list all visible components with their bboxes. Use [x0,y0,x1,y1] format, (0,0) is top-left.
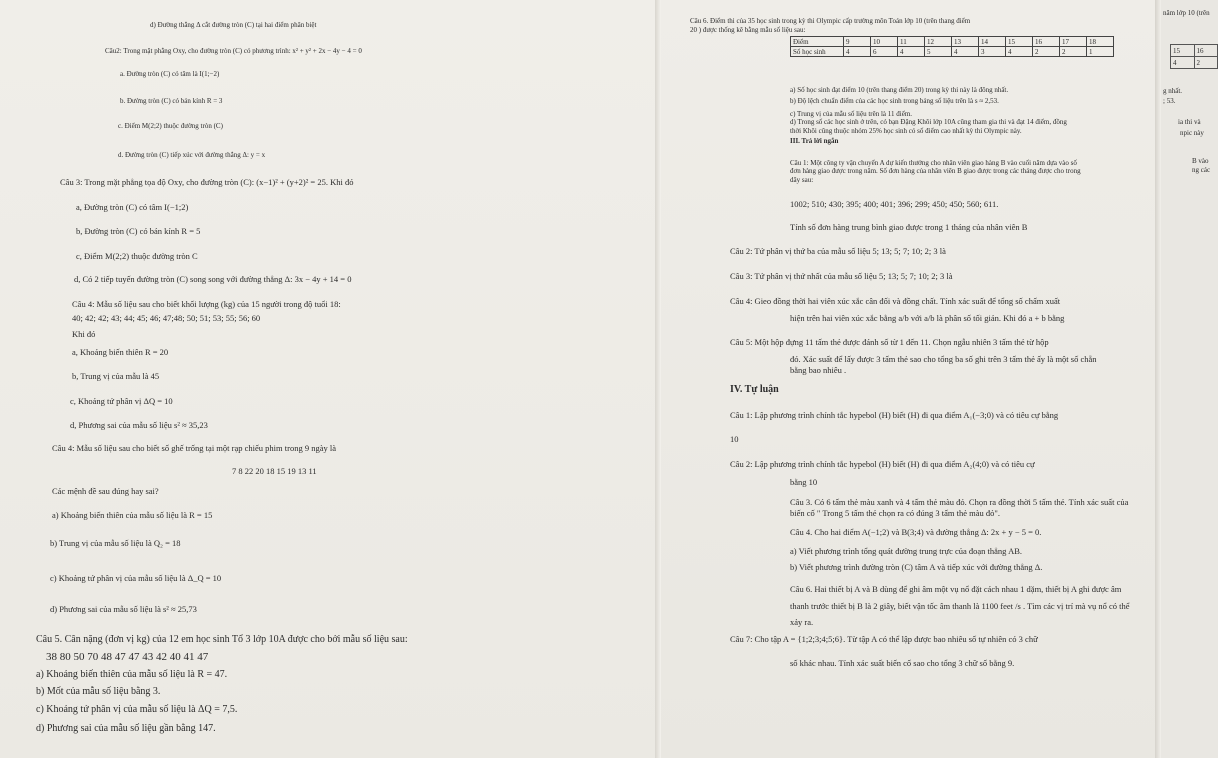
question-2: Câu 2: Tứ phân vị thứ ba của mẫu số liệu 5; 13; 5; 7; 10; 2; 3 là [730,246,946,256]
table-cell: 13 [952,37,979,47]
question-5: Câu 5. Cân nặng (đơn vị kg) của 12 em học sinh Tổ 3 lớp 10A được cho bởi mẫu số liệu sau: [36,634,408,645]
edge-header: năm lớp 10 (trên [1163,9,1210,17]
option-b: b, Trung vị của mẫu là 45 [72,371,160,381]
text-line: bằng 10 [790,477,818,487]
edge-line: ng các [1192,166,1211,174]
option-a: a, Khoảng biến thiên R = 20 [72,347,169,357]
table-cell: 2 [1060,47,1087,57]
text-line: xảy ra. [790,617,814,627]
table-cell: Điểm [791,37,844,47]
text-line: thời Khôi cũng thuộc nhóm 25% học sinh có số điểm cao nhất kỳ thi Olympic này. [790,127,1022,135]
question-3: Câu 3: Tứ phân vị thứ nhất của mẫu số liệu 5; 13; 5; 7; 10; 2; 3 là [730,271,953,281]
table-cell: 3 [979,47,1006,57]
text-line: số khác nhau. Tính xác suất biến cố sao cho tổng 3 chữ số bằng 9. [790,658,1015,668]
section-heading: IV. Tự luận [730,384,779,395]
option-b: b. Đường tròn (C) có bán kính R = 3 [120,97,223,105]
data-values: 1002; 510; 430; 395; 400; 401; 396; 299; 450; 450; 560; 611. [790,199,999,209]
option-c: c) Khoảng tứ phân vị của mẫu số liệu là Δ_Q = 10 [50,573,222,583]
question-4b: Câu 4: Mẫu số liệu sau cho biết số ghế trống tại một rạp chiếu phim trong 9 ngày là [52,443,336,453]
question-6: Câu 6. Điểm thi của 35 học sinh trong kỳ thi Olympic cấp trường môn Toán lớp 10 (trên thang điểm [690,17,971,25]
essay-2: Câu 2: Lập phương trình chính tắc hypebol (H) biết (H) đi qua điểm A₂(4;0) và có tiêu cự [730,459,1035,469]
text-line: đó. Xác suất để lấy được 3 tấm thẻ sao cho tổng ba số ghi trên 3 tấm thẻ ấy là một số chẵn [790,354,1097,364]
table-cell: 14 [979,37,1006,47]
table-cell: 12 [925,37,952,47]
option-a: a) Khoảng biến thiên của mẫu số liệu là R = 47. [36,669,228,680]
table-cell: 4 [898,47,925,57]
option-c: c, Khoảng tứ phân vị ΔQ = 10 [70,396,173,406]
essay-6: Câu 6. Hai thiết bị A và B dùng để ghi âm một vụ nổ đặt cách nhau 1 dặm, thiết bị A ghi được âm [790,584,1122,594]
text-line: dãy sau: [790,176,814,184]
question-4: Câu 4: Gieo đồng thời hai viên xúc xắc cân đối và đồng chất. Tính xác suất để tổng số chấm xuất [730,296,1061,306]
table-cell: 9 [844,37,871,47]
option-b: b) Mốt của mẫu số liệu bằng 3. [36,686,161,697]
table-row [791,47,1114,57]
table-cell: 10 [871,37,898,47]
edge-line: ia thi và [1178,118,1201,126]
option-d: d) Phương sai của mẫu số liệu gần bằng 147. [36,723,216,734]
table-cell: 17 [1060,37,1087,47]
option-a: a, Đường tròn (C) có tâm I(−1;2) [76,202,189,212]
text-line: đơn hàng giao được trong năm. Số đơn hàng của nhân viên B giao được trong các tháng được cho trong [790,167,1081,175]
option-a: a) Khoảng biến thiên của mẫu số liệu là R = 15 [52,510,213,520]
edge-line: B vào [1192,157,1209,165]
table-cell: 5 [925,47,952,57]
edge-table [1170,44,1218,69]
table-row [1171,45,1218,57]
table-cell: 6 [871,47,898,57]
option-c: c) Trung vị của mẫu số liệu trên là 11 điểm. [790,110,913,118]
question-2: Câu2: Trong mặt phẳng Oxy, cho đường tròn (C) có phương trình: x² + y² + 2x − 4y − 4 = 0 [105,47,362,55]
essay-3: Câu 3. Có 6 tấm thẻ màu xanh và 4 tấm thẻ màu đỏ. Chọn ra đồng thời 5 tấm thẻ. Tính xác suất của [790,497,1129,507]
option-a: a. Đường tròn (C) có tâm là I(1;−2) [120,70,220,78]
table-cell: 16 [1033,37,1060,47]
question-4: Câu 4: Mẫu số liệu sau cho biết khối lượng (kg) của 15 người trong độ tuổi 18: [72,299,341,309]
table-cell: 15 [1006,37,1033,47]
option-d: d, Phương sai của mẫu số liệu s² ≈ 35,23 [70,420,208,430]
option-a: a) Số học sinh đạt điểm 10 (trên thang điểm 20) trong kỳ thi này là đông nhất. [790,86,1009,94]
table-cell: 18 [1087,37,1114,47]
option-b: b, Đường tròn (C) có bán kính R = 5 [76,226,201,236]
data-values: 7 8 22 20 18 15 19 13 11 [232,466,317,476]
essay-4: Câu 4. Cho hai điểm A(−1;2) và B(3;4) và đường thẳng Δ: 2x + y − 5 = 0. [790,527,1042,537]
table-cell: 11 [898,37,925,47]
data-values: 40; 42; 42; 43; 44; 45; 46; 47;48; 50; 51; 53; 55; 56; 60 [72,313,261,323]
table-cell: 4 [1171,57,1195,69]
table-row [1171,57,1218,69]
essay-7: Câu 7: Cho tập A = {1;2;3;4;5;6}. Từ tập A có thể lập được bao nhiêu số tự nhiên có 3 chữ [730,634,1038,644]
option-d: d) Phương sai của mẫu số liệu là s² ≈ 25,73 [50,604,197,614]
text-line: b) Viết phương trình đường tròn (C) tâm A và tiếp xúc với đường thẳng Δ. [790,562,1043,572]
table-cell: 16 [1194,45,1218,57]
question-3: Câu 3: Trong mặt phẳng tọa độ Oxy, cho đường tròn (C): (x−1)² + (y+2)² = 25. Khi đó [60,177,354,187]
edge-line: g nhất. [1163,87,1183,95]
option-c: c) Khoảng tứ phân vị của mẫu số liệu là ΔQ = 7,5. [36,704,238,715]
text-line: a) Viết phương trình tổng quát đường trung trực của đoạn thẳng AB. [790,546,1023,556]
essay-1: Câu 1: Lập phương trình chính tắc hypebol (H) biết (H) đi qua điểm A₁(−3;0) và có tiêu cự bằng [730,410,1059,420]
text-line: hiện trên hai viên xúc xắc bằng a/b với a/b là phân số tối giản. Khi đó a + b bằng [790,313,1065,323]
question-5: Câu 5: Một hộp đựng 11 tấm thẻ được đánh số từ 1 đến 11. Chọn ngẫu nhiên 3 tấm thẻ từ hộp [730,337,1049,347]
table-cell: 1 [1087,47,1114,57]
text-line: thanh trước thiết bị B là 2 giây, biết vận tốc âm thanh là 1100 feet /s . Tìm các vị trí mà vụ nổ có thể [790,601,1130,611]
section-heading: III. Trả lời ngắn [790,137,839,145]
text-line: d) Đường thẳng Δ cắt đường tròn (C) tại hai điểm phân biệt [150,21,317,29]
option-c: c. Điểm M(2;2) thuộc đường tròn (C) [118,122,223,130]
page-fold [1155,0,1161,758]
option-d: d. Đường tròn (C) tiếp xúc với đường thẳng Δ: y = x [118,151,266,159]
table-cell: Số học sinh [791,47,844,57]
text-line: Tính số đơn hàng trung bình giao được trong 1 tháng của nhân viên B [790,222,1028,232]
text-line: biến cố " Trong 5 tấm thẻ chọn ra có đúng 3 tấm thẻ màu đỏ". [790,508,1000,518]
text-line: Các mệnh đề sau đúng hay sai? [52,486,159,496]
table-cell: 2 [1194,57,1218,69]
text-line: Khi đó [72,329,96,339]
option-c: c, Điểm M(2;2) thuộc đường tròn C [76,251,198,261]
text-line: 20 ) được thống kê bằng mẫu số liệu sau: [690,26,806,34]
option-b: b) Độ lệch chuẩn điểm của các học sinh trong bảng số liệu trên là s ≈ 2,53. [790,97,999,105]
table-row [791,37,1114,47]
edge-line: npic này [1180,129,1204,137]
table-cell: 2 [1033,47,1060,57]
table-cell: 4 [844,47,871,57]
text-line: 10 [730,434,739,444]
table-cell: 15 [1171,45,1195,57]
edge-line: ; 53. [1163,97,1176,105]
question-1: Câu 1: Một công ty vận chuyển A dự kiến thưởng cho nhân viên giao hàng B vào cuối năm dựa vào số [790,159,1077,167]
table-cell: 4 [1006,47,1033,57]
option-d: d) Trong số các học sinh ở trên, có bạn Đặng Khôi lớp 10A cũng tham gia thi và đạt 14 điểm, đồng [790,118,1067,126]
page-fold [655,0,661,758]
option-b: b) Trung vị của mẫu số liệu là Q₂ = 18 [50,538,181,548]
edge-page [1160,0,1218,758]
option-d: d, Có 2 tiếp tuyến đường tròn (C) song song với đường thẳng Δ: 3x − 4y + 14 = 0 [74,274,352,284]
score-table [790,36,1114,57]
data-values: 38 80 50 70 48 47 47 43 42 40 41 47 [46,651,209,663]
text-line: bằng bao nhiêu . [790,365,847,375]
table-cell: 4 [952,47,979,57]
